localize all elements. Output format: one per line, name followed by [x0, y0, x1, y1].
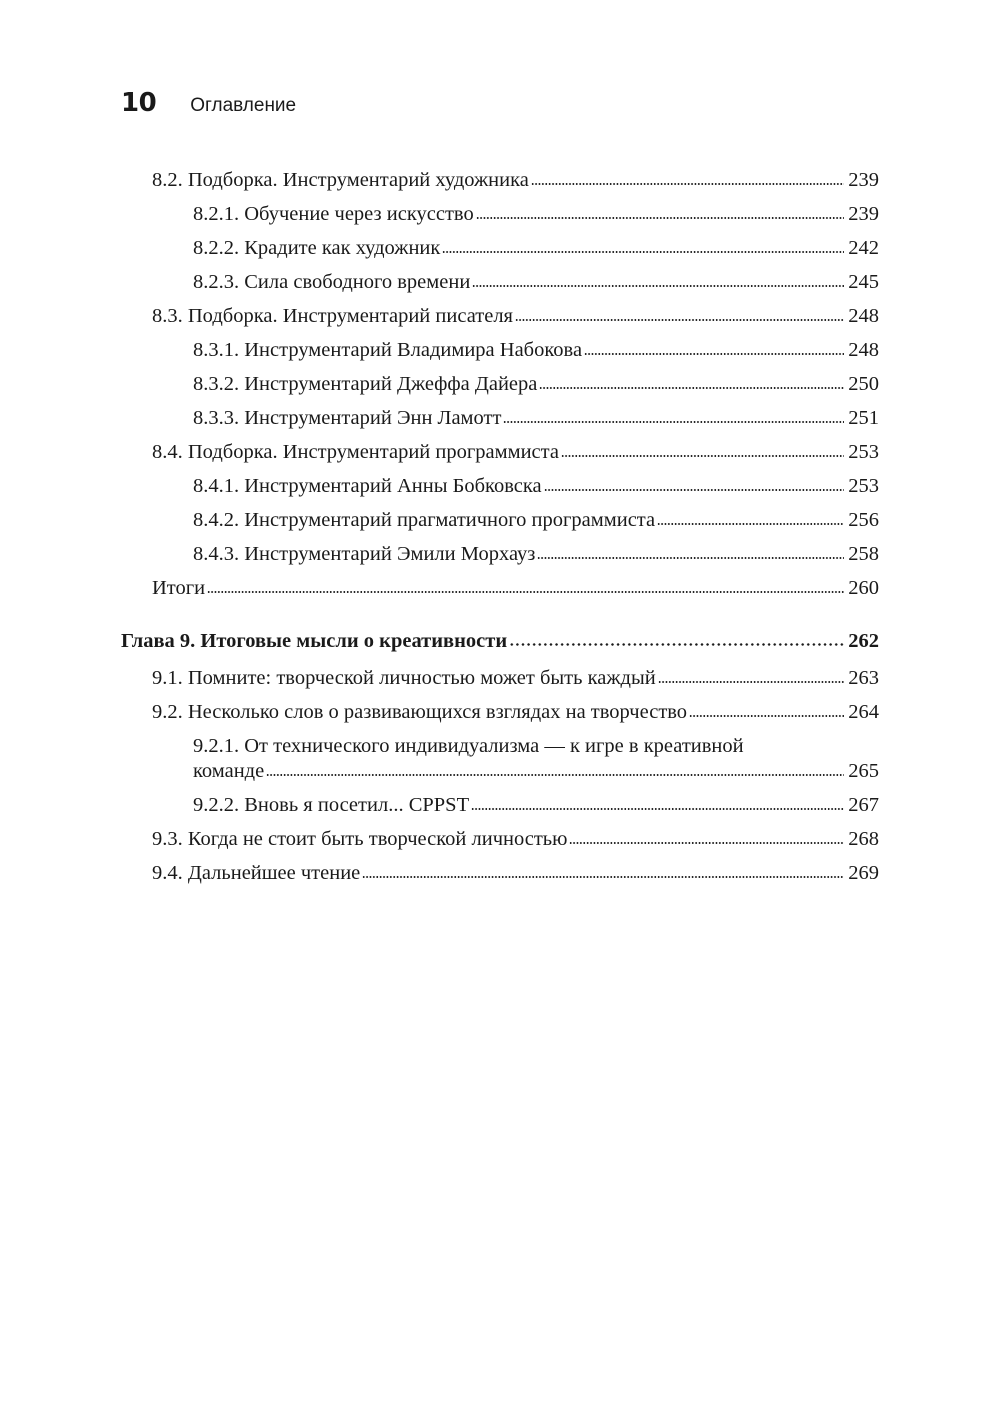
- toc-entry-page: 250: [848, 373, 879, 395]
- toc-entry-label: 8.3.3. Инструментарий Энн Ламотт: [193, 407, 502, 429]
- dot-leader: [442, 251, 844, 253]
- toc-entry-8-2[interactable]: [152, 167, 879, 193]
- toc-entry-page: 269: [848, 862, 879, 884]
- toc-entry-label: 9.3. Когда не стоит быть творческой личностью: [152, 828, 568, 850]
- dot-leader: [569, 842, 844, 844]
- dot-leader: [503, 421, 844, 423]
- dot-leader: [472, 285, 844, 287]
- toc-entry-label: 8.4.2. Инструментарий прагматичного программиста: [193, 509, 656, 531]
- toc-entry-page: 265: [848, 760, 879, 782]
- toc-entry-label: 8.4. Подборка. Инструментарий программиста: [152, 441, 559, 463]
- toc-entry-9-3[interactable]: [152, 826, 879, 852]
- toc-entry-8-3-3[interactable]: [193, 405, 879, 431]
- toc-entry-9-2-1[interactable]: [193, 758, 879, 784]
- toc-entry-page: 248: [848, 339, 879, 361]
- toc-entry-label: 9.1. Помните: творческой личностью может быть каждый: [152, 667, 656, 689]
- dot-leader: [544, 489, 845, 491]
- toc-entry-page: 239: [848, 169, 879, 191]
- toc-entry-page: 245: [848, 271, 879, 293]
- toc-entry-page: 268: [848, 828, 879, 850]
- toc-entry-label: Итоги: [152, 577, 206, 599]
- toc-entry-label: команде: [193, 760, 265, 782]
- toc-entry-8-2-1[interactable]: [193, 201, 879, 227]
- dot-leader: [561, 455, 844, 457]
- toc-entry-label: 8.2.2. Крадите как художник: [193, 237, 441, 259]
- dot-leader: [509, 643, 846, 646]
- toc-entry-8-2-3[interactable]: [193, 269, 879, 295]
- toc-entry-8-4-2[interactable]: [193, 507, 879, 533]
- toc-entry-8-4-1[interactable]: [193, 473, 879, 499]
- toc-entry-8-4[interactable]: [152, 439, 879, 465]
- toc-entry-label: 8.3.2. Инструментарий Джеффа Дайера: [193, 373, 538, 395]
- toc-entry-8-4-3[interactable]: [193, 541, 879, 567]
- dot-leader: [537, 557, 844, 559]
- toc-entry-page: 253: [848, 441, 879, 463]
- toc-entry-8-3-1[interactable]: [193, 337, 879, 363]
- toc-entry-page: 256: [848, 509, 879, 531]
- toc-entry-page: 264: [848, 701, 879, 723]
- toc-entry-label: 8.2. Подборка. Инструментарий художника: [152, 169, 529, 191]
- toc-entry-8-3-2[interactable]: [193, 371, 879, 397]
- toc-entry-page: 251: [848, 407, 879, 429]
- toc-entry-page: 262: [848, 630, 879, 652]
- toc-entry-label: 8.3. Подборка. Инструментарий писателя: [152, 305, 513, 327]
- page-number: 10: [121, 88, 157, 118]
- dot-leader: [476, 217, 845, 219]
- dot-leader: [471, 808, 844, 810]
- toc-entry-8-2-2[interactable]: [193, 235, 879, 261]
- toc-entry-page: 260: [848, 577, 879, 599]
- dot-leader: [531, 183, 844, 185]
- toc-entry-page: 242: [848, 237, 879, 259]
- dot-leader: [689, 715, 844, 717]
- toc-entry-summary[interactable]: [152, 575, 879, 601]
- toc-entry-9-2[interactable]: [152, 699, 879, 725]
- running-title: Оглавление: [190, 95, 297, 116]
- toc-entry-label: 8.4.1. Инструментарий Анны Бобковска: [193, 475, 542, 497]
- toc-entry-label: 8.3.1. Инструментарий Владимира Набокова: [193, 339, 583, 361]
- toc-entry-8-3[interactable]: [152, 303, 879, 329]
- dot-leader: [266, 774, 844, 776]
- toc-entry-label: Глава 9. Итоговые мысли о креативности: [121, 630, 508, 652]
- toc-entry-page: 267: [848, 794, 879, 816]
- dot-leader: [515, 319, 844, 321]
- toc-entry-label: 9.4. Дальнейшее чтение: [152, 862, 361, 884]
- dot-leader: [207, 591, 844, 593]
- toc-entry-label: 8.2.3. Сила свободного времени: [193, 271, 471, 293]
- running-head: [121, 88, 296, 118]
- toc-entry-page: 258: [848, 543, 879, 565]
- toc-entry-label: 8.4.3. Инструментарий Эмили Морхауз: [193, 543, 536, 565]
- toc-entry-9-1[interactable]: [152, 665, 879, 691]
- dot-leader: [362, 876, 844, 878]
- toc-entry-9-4[interactable]: [152, 860, 879, 886]
- toc-entry-9-2-1-first-line[interactable]: 9.2.1. От технического индивидуализма — к игре в креативной: [193, 735, 744, 757]
- toc-entry-page: 239: [848, 203, 879, 225]
- toc-entry-chapter-9[interactable]: [121, 628, 879, 654]
- toc-entry-page: 253: [848, 475, 879, 497]
- toc-entry-label: 9.2.2. Вновь я посетил... CPPST: [193, 794, 470, 816]
- toc-entry-page: 263: [848, 667, 879, 689]
- dot-leader: [658, 681, 845, 683]
- dot-leader: [584, 353, 844, 355]
- dot-leader: [539, 387, 844, 389]
- toc-entry-9-2-2[interactable]: [193, 792, 879, 818]
- toc-entry-label: 8.2.1. Обучение через искусство: [193, 203, 474, 225]
- toc-entry-page: 248: [848, 305, 879, 327]
- dot-leader: [657, 523, 844, 525]
- toc-entry-label: 9.2. Несколько слов о развивающихся взглядах на творчество: [152, 701, 688, 723]
